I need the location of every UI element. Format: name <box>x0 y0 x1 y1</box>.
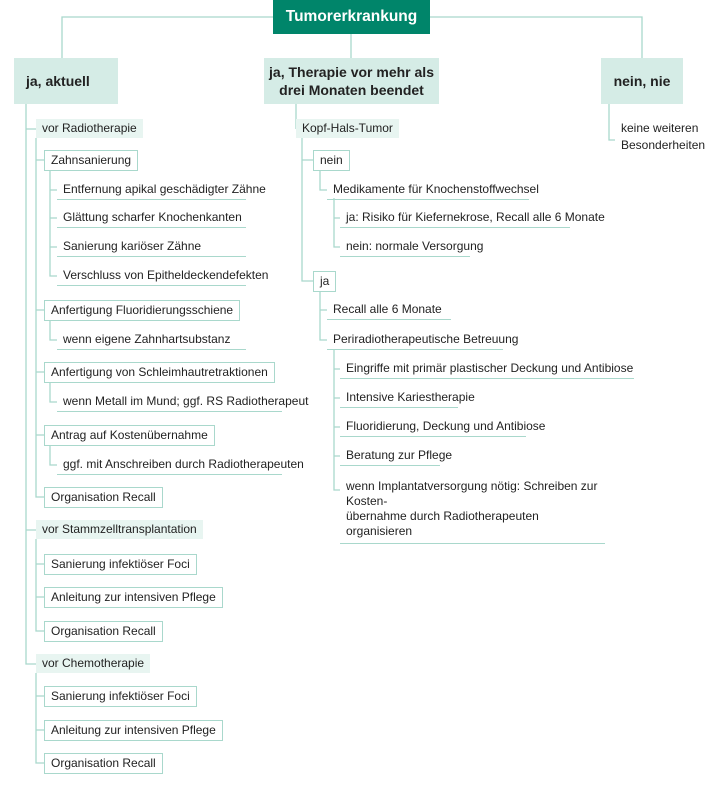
connector-antrag-leaf <box>50 445 57 465</box>
connector-nein-medi <box>320 170 327 190</box>
leaf-glaettung-knochenkanten: Glättung scharfer Knochenkanten <box>57 207 246 228</box>
connector-kopf-children <box>302 138 313 281</box>
box-zahnsanierung: Zahnsanierung <box>44 150 138 171</box>
branch-ja-therapie-beendet <box>264 58 439 104</box>
connector-chemo-children <box>36 673 44 763</box>
connector-zahn-leaves <box>50 170 57 276</box>
branch-nein-nie: nein, nie <box>601 58 683 104</box>
leaf-implantat-line2: übernahme durch Radiotherapeuten organisieren <box>346 509 539 538</box>
box-nein: nein <box>313 150 350 171</box>
branch-ja-therapie-line2: drei Monaten beendet <box>279 82 424 98</box>
connector-left-spine <box>26 104 36 664</box>
leaf-risiko-kiefernekrose: ja: Risiko für Kiefernekrose, Recall alle 6 Monate <box>340 207 570 228</box>
section-kopf-hals-tumor: Kopf-Hals-Tumor <box>296 119 399 138</box>
box-organisation-recall-radio: Organisation Recall <box>44 487 163 508</box>
connector-schleim-leaf <box>50 382 57 402</box>
box-organisation-recall-stamm: Organisation Recall <box>44 621 163 642</box>
connector-radio-boxes <box>36 160 44 435</box>
note-line1: keine weiteren <box>621 121 699 135</box>
leaf-implantatversorgung <box>340 476 605 544</box>
leaf-normale-versorgung: nein: normale Versorgung <box>340 236 470 257</box>
leaf-entfernung-apikal: Entfernung apikal geschädigter Zähne <box>57 179 246 200</box>
leaf-recall-6-monate: Recall alle 6 Monate <box>327 299 451 320</box>
leaf-eigene-zahnhartsubstanz: wenn eigene Zahnhartsubstanz <box>57 329 246 350</box>
box-organisation-recall-chemo: Organisation Recall <box>44 753 163 774</box>
box-fluoridierungsschiene: Anfertigung Fluoridierungsschiene <box>44 300 240 321</box>
connector-ja-children <box>320 291 327 340</box>
connector-fluor-leaf <box>50 320 57 340</box>
leaf-medikamente-knochenstoffwechsel: Medikamente für Knochenstoffwechsel <box>327 179 529 200</box>
leaf-periradiotherapeutische-betreuung: Periradiotherapeutische Betreuung <box>327 329 503 350</box>
box-antrag-kostenuebernahme: Antrag auf Kostenübernahme <box>44 425 215 446</box>
box-anleitung-pflege-chemo: Anleitung zur intensiven Pflege <box>44 720 223 741</box>
branch-ja-aktuell: ja, aktuell <box>14 58 118 104</box>
note-line2: Besonderheiten <box>621 138 706 152</box>
note-keine-besonderheiten <box>615 118 715 154</box>
section-vor-radiotherapie: vor Radiotherapie <box>36 119 143 138</box>
box-sanierung-foci-chemo: Sanierung infektiöser Foci <box>44 686 197 707</box>
section-vor-chemotherapie: vor Chemotherapie <box>36 654 150 673</box>
branch-ja-therapie-line1: ja, Therapie vor mehr als <box>269 64 434 80</box>
box-schleimhautretraktionen: Anfertigung von Schleimhautretraktionen <box>44 362 275 383</box>
leaf-anschreiben-radiotherapeuten: ggf. mit Anschreiben durch Radiotherapeuten <box>57 454 282 475</box>
connector-left-sections <box>26 129 36 530</box>
leaf-sanierung-karioeser-zaehne: Sanierung kariöser Zähne <box>57 236 246 257</box>
leaf-verschluss-epitheldeckendefekte: Verschluss von Epitheldeckendefekten <box>57 265 246 286</box>
connector-radio-spine <box>36 138 44 497</box>
connector-root-left <box>62 17 273 58</box>
leaf-fluoridierung-deckung: Fluoridierung, Deckung und Antibiose <box>340 416 526 437</box>
connector-stamm-children <box>36 539 44 631</box>
leaf-intensive-kariestherapie: Intensive Kariestherapie <box>340 387 458 408</box>
box-ja: ja <box>313 271 336 292</box>
section-vor-stammzelltransplantation: vor Stammzelltransplantation <box>36 520 203 539</box>
leaf-metall-im-mund: wenn Metall im Mund; ggf. RS Radiotherapeut <box>57 391 282 412</box>
leaf-eingriffe-plastische-deckung: Eingriffe mit primär plastischer Deckung und Antibiose <box>340 358 634 379</box>
root-title: Tumorerkrankung <box>273 0 430 34</box>
box-sanierung-foci-stamm: Sanierung infektiöser Foci <box>44 554 197 575</box>
box-anleitung-pflege-stamm: Anleitung zur intensiven Pflege <box>44 587 223 608</box>
connector-root-right <box>430 17 642 58</box>
leaf-beratung-pflege: Beratung zur Pflege <box>340 445 440 466</box>
leaf-implantat-line1: wenn Implantatversorgung nötig: Schreiben zur Kosten- <box>346 479 598 508</box>
